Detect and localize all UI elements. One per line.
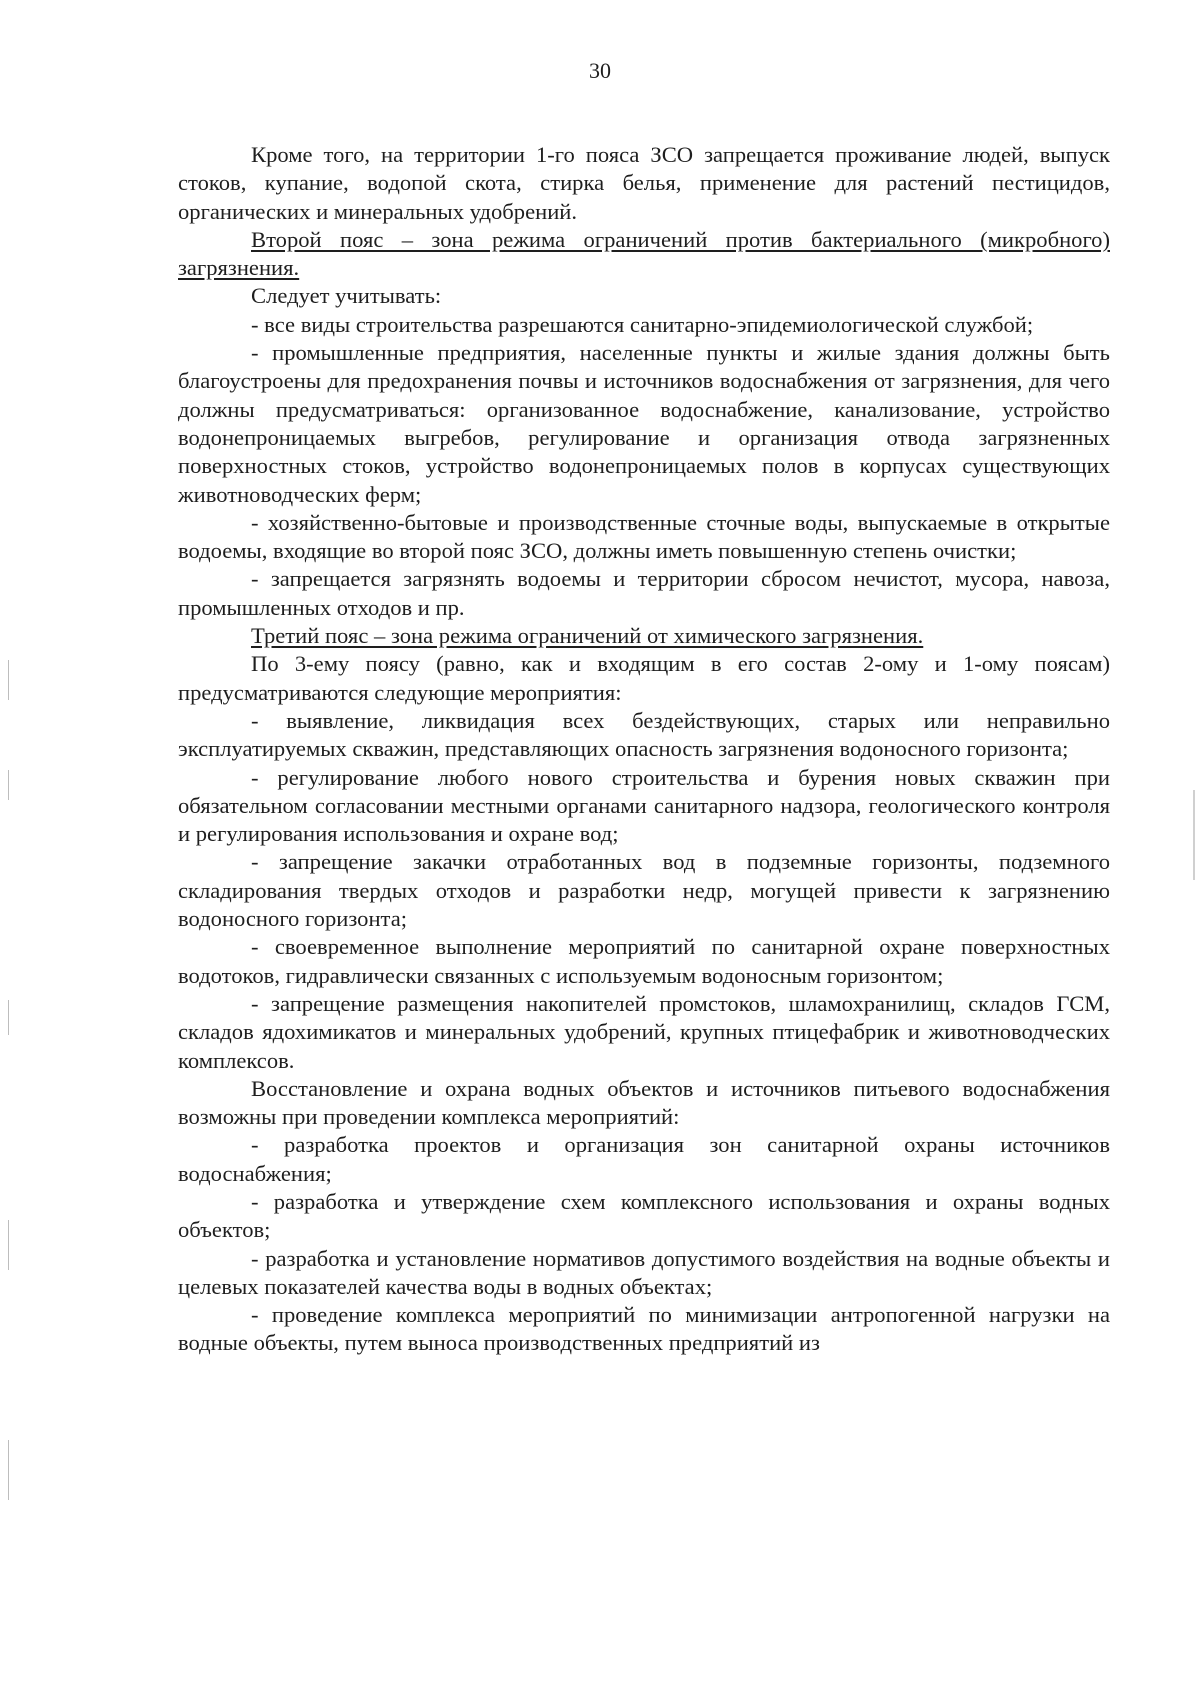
scan-margin-marks [8,660,12,1560]
list-item: - проведение комплекса мероприятий по минимизации антропогенной нагрузки на водные объекты, путем выноса производственных предприятий из [178,1302,1110,1356]
list-item: - выявление, ликвидация всех бездействующих, старых или неправильно эксплуатируемых скважин, представляющих опасность загрязнения водоносного горизонта; [178,707,1110,762]
paragraph-third-zone-intro: По 3-ему поясу (равно, как и входящим в его состав 2-ому и 1-ому поясам) предусматриваются следующие мероприятия: [178,651,1110,705]
paragraph-restoration-intro: Восстановление и охрана водных объектов и источников питьевого водоснабжения возможны при проведении комплекса мероприятий: [178,1075,1110,1130]
heading-second-zone [178,226,1110,283]
paragraph-consider: Следует учитывать: [251,283,442,309]
list-item: - промышленные предприятия, населенные пункты и жилые здания должны быть благоустроены для предохранения почвы и источников водоснабжения от загрязнения, для чего должны предусматриваться: организованное водоснабжение, канализование, устройство водонепроницаемых выгребов, регулирование и организация отвода загрязненных поверхностных стоков, устройство водонепроницаемых полов в корпусах существующих животноводческих ферм; [178,340,1110,507]
heading-second-zone-text: Второй пояс – зона режима ограничений против бактериального (микробного) загрязнения. [178,226,1110,281]
list-item: - разработка проектов и организация зон санитарной охраны источников водоснабжения; [178,1132,1110,1186]
list-item: - хозяйственно-бытовые и производственные сточные воды, выпускаемые в открытые водоемы, входящие во второй пояс ЗСО, должны иметь повышенную степень очистки; [178,509,1110,564]
scan-edge-mark [1193,790,1195,880]
document-body [178,141,1110,1358]
heading-third-zone [178,622,1110,650]
list-item: - все виды строительства разрешаются санитарно-эпидемиологической службой; [251,311,1034,337]
list-item: - запрещение размещения накопителей промстоков, шламохранилищ, складов ГСМ, складов ядохимикатов и минеральных удобрений, крупных птицефабрик и животноводческих комплексов. [178,990,1110,1073]
heading-third-zone-text: Третий пояс – зона режима ограничений от химического загрязнения. [251,623,924,649]
page-number: 30 [589,58,611,83]
list-item: - разработка и утверждение схем комплексного использования и охраны водных объектов; [178,1188,1110,1243]
list-item: - разработка и установление нормативов допустимого воздействия на водные объекты и целевых показателей качества воды в водных объектах; [178,1245,1110,1299]
list-item: - своевременное выполнение мероприятий по санитарной охране поверхностных водотоков, гидравлически связанных с используемым водоносным горизонтом; [178,934,1110,988]
list-item: - запрещается загрязнять водоемы и территории сбросом нечистот, мусора, навоза, промышленных отходов и пр. [178,566,1110,620]
list-item: - запрещение закачки отработанных вод в подземные горизонты, подземного складирования твердых отходов и разработки недр, могущей привести к загрязнению водоносного горизонта; [178,849,1110,932]
paragraph-intro-zone1: Кроме того, на территории 1-го пояса ЗСО запрещается проживание людей, выпуск стоков, купание, водопой скота, стирка белья, применение для растений пестицидов, органических и минеральных удобрений. [178,142,1110,224]
list-item: - регулирование любого нового строительства и бурения новых скважин при обязательном согласовании местными органами санитарного надзора, геологического контроля и регулирования использования и охране вод; [178,764,1110,847]
